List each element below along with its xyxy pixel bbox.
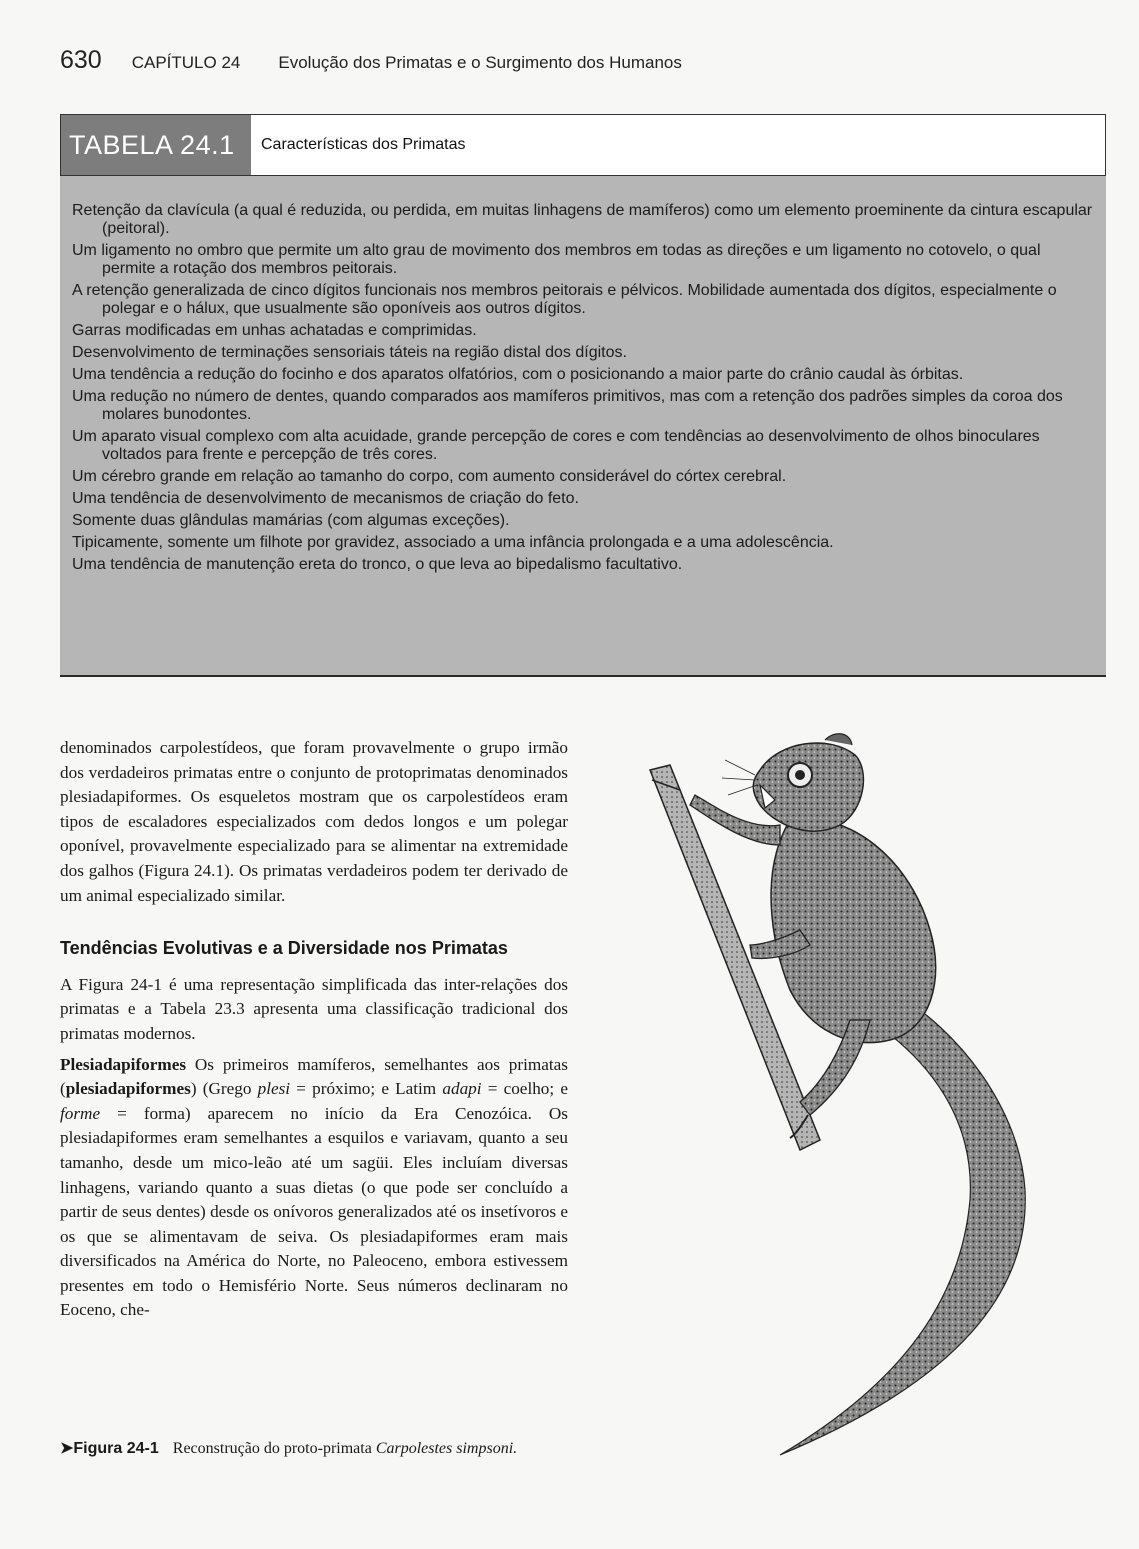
table-tag: TABELA 24.1 bbox=[61, 115, 251, 175]
caption-text: Reconstrução do proto-primata bbox=[172, 1440, 372, 1457]
table-row: Um ligamento no ombro que permite um alto grau de movimento dos membros em todas as direções e um ligamento no cotovelo, o qual permite a rotação dos membros peitorais. bbox=[72, 242, 1041, 277]
page-number: 630 bbox=[60, 46, 102, 74]
table-row: Desenvolvimento de terminações sensoriais táteis na região distal dos dígitos. bbox=[72, 344, 627, 361]
table-body bbox=[60, 176, 1106, 677]
table-row: Uma tendência a redução do focinho e dos aparatos olfatórios, com o posicionando a maior parte do crânio caudal às órbitas. bbox=[72, 366, 964, 383]
table-row: Tipicamente, somente um filhote por gravidez, associado a uma infância prolongada e a uma adolescência. bbox=[72, 534, 834, 551]
table-row: Somente duas glândulas mamárias (com algumas exceções). bbox=[72, 512, 510, 529]
text-run: Os primeiros mamíferos, semelhantes aos primatas ( bbox=[60, 1054, 568, 1099]
term: plesi bbox=[257, 1079, 291, 1099]
table-row: Uma tendência de desenvolvimento de mecanismos de criação do feto. bbox=[72, 490, 579, 507]
term: plesiadapiformes bbox=[65, 1079, 191, 1099]
table-header bbox=[60, 114, 1106, 176]
paragraph: denominados carpolestídeos, que foram provavelmente o grupo irmão dos verdadeiros primatas entre o conjunto de protoprimatas denominados plesiadapiformes. Os esqueletos mostram que os carpolestídeos eram tipos de escaladores especializados com dedos longos e um polegar oponível, provavelmente especializado para se alimentar na extremidade dos galhos (Figura 24.1). Os primatas verdadeiros podem ter derivado de um animal especializado similar. bbox=[60, 738, 568, 905]
caption-arrow-icon: ➤ bbox=[60, 1440, 74, 1457]
running-head bbox=[60, 46, 682, 78]
section-heading: Tendências Evolutivas e a Diversidade nos Primatas bbox=[60, 938, 508, 959]
chapter-label: CAPÍTULO 24 bbox=[131, 53, 241, 72]
text-run: ) (Grego bbox=[190, 1079, 258, 1099]
text-run: = próximo; e Latim bbox=[290, 1079, 443, 1099]
carpolestes-illustration bbox=[630, 730, 1110, 1470]
table-row: Um aparato visual complexo com alta acuidade, grande percepção de cores e com tendências ao desenvolvimento de olhos binoculares voltados para frente e percepção de três cores. bbox=[72, 428, 1040, 463]
primate-drawing bbox=[630, 730, 1110, 1470]
table-row: Uma redução no número de dentes, quando comparados aos mamíferos primitivos, mas com a retenção dos padrões simples da coroa dos molares bunodontes. bbox=[72, 388, 1063, 423]
paragraph bbox=[60, 1053, 568, 1324]
table-row: Garras modificadas em unhas achatadas e comprimidas. bbox=[72, 322, 477, 339]
table-row: Uma tendência de manutenção ereta do tronco, o que leva ao bipedalismo facultativo. bbox=[72, 556, 683, 573]
table-row: Um cérebro grande em relação ao tamanho do corpo, com aumento considerável do córtex cerebral. bbox=[72, 468, 787, 485]
term: adapi bbox=[442, 1079, 482, 1099]
tail bbox=[780, 990, 1025, 1455]
chapter-title: Evolução dos Primatas e o Surgimento dos Humanos bbox=[278, 53, 682, 72]
table-row: A retenção generalizada de cinco dígitos funcionais nos membros peitorais e pélvicos. Mobilidade aumentada dos dígitos, especialmente o polegar e o hálux, que usualmente são oponíveis aos outros dígitos. bbox=[72, 282, 1057, 317]
figure-label: Figura 24-1 bbox=[73, 1440, 159, 1457]
body bbox=[771, 819, 936, 1043]
run-in-heading: Plesiadapiformes bbox=[60, 1054, 187, 1074]
figure-caption bbox=[60, 1438, 517, 1458]
text-run: = forma) aparecem no início da Era Cenozóica. Os plesiadapiformes eram semelhantes a esquilos e variavam, quanto a seu tamanho, desde um mico-leão até um sagüi. Eles incluíam diversas linhagens, variando quanto a suas dietas (o que pode ser concluído a partir de seus dentes) desde os onívoros generalizados até os insetívoros e os que se alimentavam de seiva. Os plesiadapiformes eram mais diversificados na América do Norte, no Paleoceno, embora estivessem presentes em todo o Hemisfério Norte. Seus números declinaram no Eoceno, che- bbox=[60, 1103, 568, 1320]
table-row: Retenção da clavícula (a qual é reduzida, ou perdida, em muitas linhagens de mamíferos) como um elemento proeminente da cintura escapular (peitoral). bbox=[72, 202, 1093, 237]
table-title: Características dos Primatas bbox=[261, 136, 466, 153]
caption-species: Carpolestes simpsoni. bbox=[375, 1440, 518, 1457]
text-run: = coelho; e bbox=[481, 1079, 568, 1099]
paragraph: A Figura 24-1 é uma representação simplificada das inter-relações dos primatas e a Tabela 23.3 apresenta uma classificação tradicional dos primatas modernos. bbox=[60, 974, 568, 1043]
head bbox=[753, 743, 863, 831]
whiskers bbox=[722, 760, 757, 795]
term: forme bbox=[60, 1103, 101, 1123]
body-text bbox=[60, 736, 568, 1323]
